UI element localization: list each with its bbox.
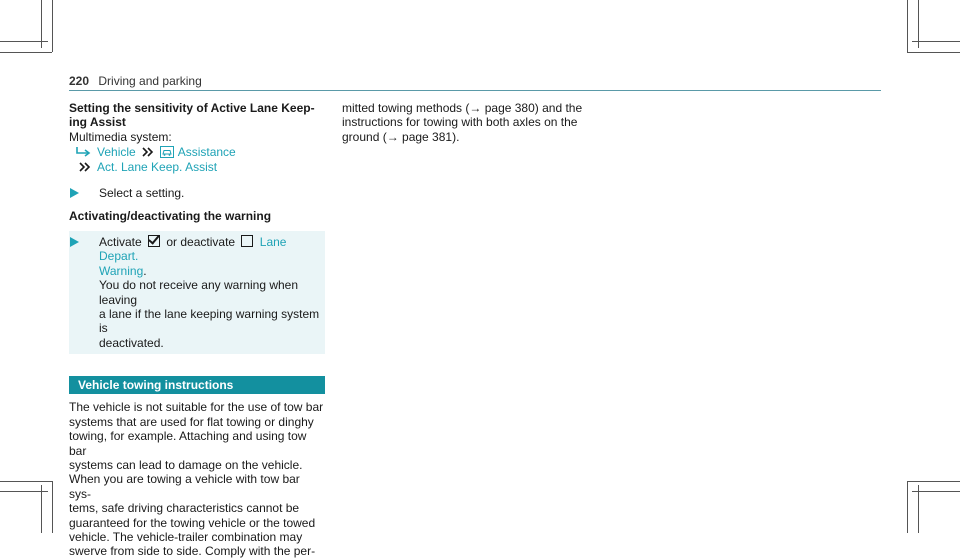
crop-mark: [912, 41, 960, 42]
page-header: [69, 74, 202, 88]
left-column: [69, 101, 325, 559]
crop-mark: [918, 485, 919, 533]
driver-assistance-car-icon: [160, 146, 174, 158]
crop-mark: [0, 491, 48, 492]
right-column: [342, 101, 598, 144]
crop-mark: [0, 52, 52, 53]
intro-text: Multimedia system:: [69, 129, 172, 144]
page-number: 220: [69, 74, 90, 88]
nav-path-line-2: [69, 159, 325, 174]
crop-mark: [41, 485, 42, 533]
nav-link-lane-keep-assist[interactable]: Act. Lane Keep. Assist: [97, 159, 218, 174]
crop-mark: [0, 41, 48, 42]
nav-link-assistance[interactable]: Assistance: [177, 144, 236, 159]
towing-section-banner: Vehicle towing instructions: [69, 376, 325, 394]
lane-depart-warning-link[interactable]: Lane Depart.: [99, 235, 287, 264]
step-triangle-icon: [70, 237, 79, 247]
section-title: Driving and parking: [98, 74, 202, 88]
crop-mark: [907, 481, 960, 482]
crop-mark: [912, 491, 960, 492]
checkbox-checked-icon: [148, 235, 160, 247]
step-toggle-warning: Activate or deactivate Lane Depart. Warning. You do not receive any warning when leaving a lane if the lane keeping warning system is deactivated.: [69, 235, 325, 354]
warning-step-block: [69, 231, 325, 354]
checkbox-empty-icon: [241, 235, 253, 247]
crop-mark: [907, 0, 908, 52]
crop-mark: [52, 481, 53, 533]
step-triangle-icon: [70, 188, 79, 198]
nav-link-vehicle[interactable]: Vehicle: [97, 144, 136, 159]
section-heading: Setting the sensitivity of Active Lane Keep- ing Assist: [69, 101, 315, 130]
crop-mark: [907, 52, 960, 53]
towing-paragraph-cont: mitted towing methods (→ page 380) and the: [342, 101, 583, 115]
crop-mark: [0, 481, 52, 482]
subheading-warning: Activating/deactivating the warning: [69, 208, 272, 223]
towing-paragraph-cont: instructions for towing with both axles on the: [342, 115, 578, 130]
towing-paragraph: The vehicle is not suitable for the use of tow bar systems that are used for flat towing or dinghy towing, for example. Attaching and using tow bar systems can lead to damage on the vehicle. When you are towing a vehicle with tow bar sys- tems, safe driving characteristics cannot be guaranteed for the towing vehicle or the towed vehicle. The vehicle-trailer combination may swerve from side to side. Comply with the per-: [69, 400, 324, 559]
double-chevron-icon: [79, 162, 91, 172]
double-chevron-icon: [142, 147, 154, 157]
nav-path-line-1: [69, 144, 325, 159]
nav-hook-arrow-icon: [75, 146, 91, 158]
header-rule: [69, 90, 881, 91]
crop-mark: [907, 481, 908, 533]
towing-paragraph-cont: ground (→ page 381).: [342, 129, 460, 144]
crop-mark: [52, 0, 53, 52]
step-select-setting: Select a setting.: [69, 186, 325, 200]
lane-depart-warning-link-cont[interactable]: Warning: [99, 263, 144, 278]
